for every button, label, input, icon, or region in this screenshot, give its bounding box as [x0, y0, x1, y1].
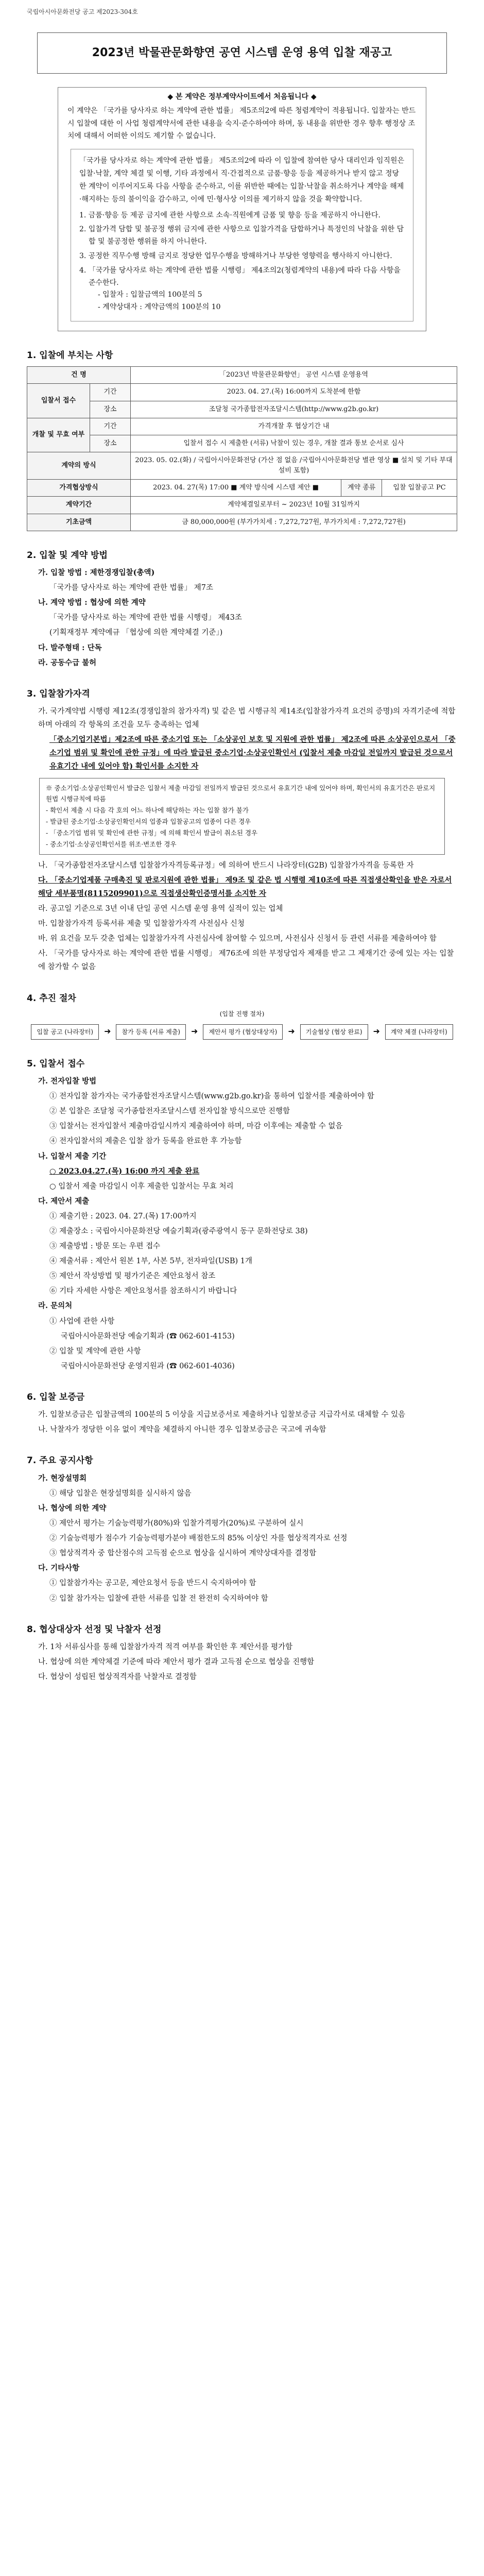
row-value: 「2023년 박물관문화향연」 공연 시스템 운영용역	[131, 367, 457, 384]
flow-step: 제안서 평가 (협상대상자)	[203, 1024, 283, 1040]
sec7-line: ② 입찰 참가자는 입찰에 관한 서류를 입찰 전 완전히 숙지하여야 함	[49, 1594, 268, 1603]
sec7-line: ① 입찰참가자는 공고문, 제안요청서 등을 반드시 숙지하여야 함	[49, 1579, 256, 1588]
section-2-title: 2. 입찰 및 계약 방법	[27, 550, 108, 561]
section-6-body	[27, 1408, 457, 1436]
integrity-item	[79, 265, 405, 314]
sec3-note: - 「중소기업 범위 및 확인에 관한 규정」에 의해 확인서 발급이 취소된 경우	[46, 829, 258, 837]
notice-number: 국립아시아문화전당 공고 제2023-304호	[27, 8, 138, 15]
flow-step: 계약 체결 (나라장터)	[385, 1024, 453, 1040]
flow-step: 기술협상 (협상 완료)	[300, 1024, 368, 1040]
integrity-pledge	[71, 149, 413, 321]
sec3-note: - 확인서 제출 시 다음 각 호의 어느 하나에 해당하는 자는 입찰 참가 불가	[46, 806, 249, 815]
row-sublabel: 계약 종류	[341, 480, 382, 497]
section-5-title: 5. 입찰서 접수	[27, 1058, 85, 1069]
sec2-line: 다. 발주형태 : 단독	[38, 643, 102, 652]
sec3-para: 다. 「중소기업제품 구매촉진 및 판로지원에 관한 법률」 제9조 및 같은 법 시행령 제10조에 따른 직접생산확인을 받은 자로서 해당 세부품명(8115209901)으로 직접생산확인증명서를 소지한 자	[38, 875, 452, 898]
sec2-line: (기획재정부 계약예규 「협상에 의한 계약체결 기준」)	[49, 629, 223, 637]
sec5-line: ① 전자입찰 참가자는 국가종합전자조달시스템(www.g2b.go.kr)을 통하여 입찰서를 제출하여야 함	[49, 1092, 374, 1101]
table-row	[27, 435, 457, 452]
sec7-line: 나. 협상에 의한 계약	[38, 1503, 107, 1513]
table-row	[27, 367, 457, 384]
integrity-item: 1. 금품·향응 등 제공 금지에 관한 사항으로 소속·직원에게 금품 및 향응 등을 제공하지 아니한다.	[79, 211, 381, 219]
section-3-title: 3. 입찰참가자격	[27, 688, 90, 699]
row-value: 가격개찰 후 협상기간 내	[131, 418, 457, 435]
bid-info-table	[27, 366, 457, 531]
sec3-para: 「중소기업기본법」제2조에 따른 중소기업 또는 「소상공인 보호 및 지원에 관한 법률」 제2조에 따른 소상공인으로서 「중소기업 범위 및 확인에 관한 규정」에 따라 발급된 중소기업·소상공인확인서 (입찰서 제출 마감일 전일까지 발급된 것으로서 유효기간 내에 있어야 함) 확인서를 소지한 자	[49, 735, 456, 771]
table-row	[27, 418, 457, 435]
sec8-line: 나. 협상에 의한 계약체결 기준에 따라 제안서 평가 결과 고득점 순으로 협상을 진행함	[38, 1658, 315, 1667]
page-title: 2023년 박물관문화향연 공연 시스템 운영 용역 입찰 재공고	[37, 32, 447, 74]
row-value: 입찰 입찰공고 PC	[382, 480, 457, 497]
table-row	[27, 497, 457, 514]
row-label: 가격협상방식	[27, 480, 131, 497]
section-8-body	[27, 1640, 457, 1684]
sec5-line: ④ 전자입찰서의 제출은 입찰 참가 등록을 완료한 후 가능함	[49, 1137, 242, 1146]
flow-step: 입찰 공고 (나라장터)	[31, 1024, 99, 1040]
sec3-note: - 발급된 중소기업·소상공인확인서의 업종과 입찰공고의 업종이 다른 경우	[46, 818, 251, 826]
section-2-body	[27, 566, 457, 670]
section-5-body	[27, 1075, 457, 1373]
row-label: 개찰 및 무효 여부	[27, 418, 90, 452]
sec5-line: ○ 2023.04.27.(목) 16:00 까지 제출 완료	[49, 1166, 200, 1176]
integrity-box	[58, 87, 426, 331]
row-sublabel: 장소	[90, 435, 131, 452]
integrity-box-header: ◆ 본 계약은 정부계약사이트에서 처음됩니다 ◆	[167, 92, 317, 101]
sec5-line: 국립아시아문화전당 예술기획과 (☎ 062-601-4153)	[61, 1332, 235, 1341]
table-row	[27, 480, 457, 497]
section-1-title: 1. 입찰에 부치는 사항	[27, 350, 113, 361]
sec5-line: 국립아시아문화전당 운영지원과 (☎ 062-601-4036)	[61, 1362, 235, 1370]
row-label: 건 명	[27, 367, 131, 384]
sec3-para: 나. 「국가종합전자조달시스템 입찰참가자격등록규정」에 의하여 반드시 나라장터(G2B) 입찰참가자격을 등록한 자	[38, 861, 414, 870]
row-value: 2023. 04. 27.(목) 16:00까지 도착분에 한함	[131, 384, 457, 401]
sec7-line: ② 기술능력평가 점수가 기술능력평가분야 배점한도의 85% 이상인 자를 협상적격자로 선정	[49, 1534, 348, 1543]
sec5-line: ④ 제출서류 : 제안서 원본 1부, 사본 5부, 전자파일(USB) 1개	[49, 1257, 253, 1266]
arrow-right-icon: ➜	[373, 1026, 380, 1037]
flow-step: 참가 등록 (서류 제출)	[116, 1024, 186, 1040]
row-sublabel: 기간	[90, 384, 131, 401]
arrow-right-icon: ➜	[104, 1026, 111, 1037]
table-row	[27, 452, 457, 480]
sec3-para: 사. 「국가를 당사자로 하는 계약에 관한 법률 시행령」 제76조에 의한 부정당업자 제재를 받고 그 제재기간 중에 있는 자는 입찰에 참가할 수 없음	[38, 950, 454, 972]
sec5-subtitle: 라. 문의처	[38, 1301, 73, 1311]
integrity-item-detail: - 계약상대자 : 계약금액의 100분의 10	[98, 303, 221, 312]
integrity-item: 2. 입찰가격 담합 및 불공정 행위 금지에 관한 사항으로 입찰가격을 담합하거나 특정인의 낙찰을 위한 담합 및 불공정한 행위를 하지 아니한다.	[79, 225, 404, 246]
sec5-subtitle: 다. 제안서 제출	[38, 1196, 90, 1206]
sec5-line: ⑤ 제안서 작성방법 및 평가기준은 제안요청서 참조	[49, 1272, 216, 1281]
row-value: 2023. 05. 02.(화) / 국립아시아문화전당 (가산 점 없음 /국립아시아문화전당 별관 영상 ■ 설치 및 기타 부대설비 포함)	[131, 452, 457, 480]
sec3-note: - 중소기업·소상공인확인서를 위조·변조한 경우	[46, 840, 177, 848]
row-label: 기초금액	[27, 514, 131, 531]
sec3-para: 가. 국가계약법 시행령 제12조(경쟁입찰의 참가자격) 및 같은 법 시행규칙 제14조(입찰참가자격 요건의 증명)의 자격기준에 적합하며 아래의 각 항목의 조건을 모두 충족하는 업체	[38, 707, 456, 730]
sec7-line: ① 해당 입찰은 현장설명회를 실시하지 않음	[49, 1489, 192, 1498]
sec3-para: 라. 공고일 기준으로 3년 이내 단일 공연 시스템 운영 용역 실적이 있는 업체	[38, 905, 283, 913]
sec8-line: 가. 1차 서류심사를 통해 입찰참가자격 적격 여부를 확인한 후 제안서를 평가함	[38, 1642, 293, 1651]
sec7-line: 다. 기타사항	[38, 1564, 80, 1573]
section-6-title: 6. 입찰 보증금	[27, 1392, 85, 1402]
sec5-line: ② 제출장소 : 국립아시아문화전당 예술기획과(광주광역시 동구 문화전당로 38)	[49, 1227, 308, 1235]
sec5-line: ○ 입찰서 제출 마감일시 이후 제출한 입찰서는 무효 처리	[49, 1182, 234, 1191]
arrow-right-icon: ➜	[288, 1026, 295, 1037]
section-3-body	[27, 705, 457, 974]
row-label: 계약기간	[27, 497, 131, 514]
section-7-body	[27, 1472, 457, 1605]
sec2-line: 「국가를 당사자로 하는 계약에 관한 법률」 제7조	[49, 584, 214, 592]
sec7-line: 가. 현장설명회	[38, 1473, 87, 1483]
sec2-line: 「국가를 당사자로 하는 계약에 관한 법률 시행령」 제43조	[49, 614, 242, 622]
row-value: 입찰서 접수 시 제출한 (서류) 낙찰이 있는 경우, 개찰 결과 통보 순서로 심사	[131, 435, 457, 452]
row-sublabel: 기간	[90, 418, 131, 435]
row-label: 입찰서 접수	[27, 384, 90, 418]
sec8-line: 다. 협상이 성립된 협상적격자를 낙찰자로 결정함	[38, 1673, 197, 1682]
sec7-line: ① 제안서 평가는 기술능력평가(80%)와 입찰가격평가(20%)로 구분하여 실시	[49, 1519, 304, 1528]
sec5-subtitle: 나. 입찰서 제출 기간	[38, 1151, 107, 1161]
sec5-line: ③ 제출방법 : 방문 또는 우편 접수	[49, 1242, 161, 1251]
integrity-item-text: 4. 「국가를 당사자로 하는 계약에 관한 법률 시행령」 제4조의2(청렴계약의 내용)에 따라 다음 사항을 준수한다.	[79, 266, 401, 287]
table-row	[27, 514, 457, 531]
flow-caption: (입찰 진행 절차)	[219, 1010, 265, 1018]
sec7-line: ③ 협상적격자 중 합산점수의 고득점 순으로 협상을 실시하여 계약상대자를 결정함	[49, 1549, 317, 1558]
sec6-line: 가. 입찰보증금은 입찰금액의 100분의 5 이상을 지급보증서로 제출하거나 입찰보증금 지급각서로 대체할 수 있음	[38, 1411, 406, 1419]
sec5-line: ① 사업에 관한 사항	[49, 1317, 115, 1326]
sec5-line: ③ 입찰서는 전자입찰서 제출마감일시까지 제출하여야 하며, 마감 이후에는 제출할 수 없음	[49, 1122, 343, 1131]
process-flow	[27, 1024, 457, 1040]
row-label: 계약의 방식	[27, 452, 131, 480]
section-8-title: 8. 협상대상자 선정 및 낙찰자 선정	[27, 1624, 162, 1635]
table-row	[27, 401, 457, 418]
sec5-line: ① 제출기한 : 2023. 04. 27.(목) 17:00까지	[49, 1212, 197, 1221]
sec5-subtitle: 가. 전자입찰 방법	[38, 1077, 97, 1086]
row-value: 금 80,000,000원 (부가가치세 : 7,272,727원, 부가가치세 : 7,272,727원)	[131, 514, 457, 531]
integrity-pledge-text: 「국가를 당사자로 하는 계약에 관한 법률」 제5조의2에 따라 이 입찰에 참여한 당사 대리인과 임직원은 입찰·낙찰, 계약 체결 및 이행, 기타 과정에서 직·간접적으로 금품·향응 등을 제공하거나 받지 않고 정당한 계약이 이루어지도록 다음 사항을 준수하고, 이를 위반한 때에는 입찰·낙찰을 취소하거나 계약을 해제·해지하는 등의 불이익을 감수하고, 이에 민·형사상 이의를 제기하지 않을 것을 확약합니다.	[79, 156, 405, 204]
integrity-item-detail: - 입찰자 : 입찰금액의 100분의 5	[98, 291, 202, 299]
sec6-line: 나. 낙찰자가 정당한 이유 없이 계약을 체결하지 아니한 경우 입찰보증금은 국고에 귀속함	[38, 1426, 326, 1434]
arrow-right-icon: ➜	[191, 1026, 198, 1037]
integrity-item: 3. 공정한 직무수행 방해 금지로 정당한 업무수행을 방해하거나 부당한 영향력을 행사하지 아니한다.	[79, 252, 392, 261]
integrity-intro: 이 계약은 「국가를 당사자로 하는 계약에 관한 법률」 제5조의2에 따른 청렴계약이 적용됩니다. 입찰자는 반드시 입찰에 대한 이 사업 청렴계약서에 관한 내용을 숙지·준수하여야 하며, 동 내용을 위반한 경우 향후 행정상 조치에 대해서 어떠한 이의도 제기할 수 없습니다.	[67, 107, 416, 141]
sec3-para: 바. 위 요건을 모두 갖춘 업체는 입찰참가자격 사전심사에 참여할 수 있으며, 사전심사 신청서 등 관련 서류를 제출하여야 함	[38, 935, 437, 943]
sec5-line: ② 본 입찰은 조달청 국가종합전자조달시스템 전자입찰 방식으로만 진행함	[49, 1107, 290, 1116]
sec5-line: ⑥ 기타 자세한 사항은 제안요청서를 참조하시기 바랍니다	[49, 1287, 237, 1296]
sec3-para: 마. 입찰참가자격 등록서류 제출 및 입찰참가자격 사전심사 신청	[38, 920, 245, 928]
integrity-list	[79, 210, 405, 314]
sec3-note-box	[39, 778, 445, 855]
section-4-title: 4. 추진 절차	[27, 993, 76, 1004]
row-value: 계약체결일로부터 ~ 2023년 10월 31일까지	[131, 497, 457, 514]
sec2-line: 가. 입찰 방법 : 제한경쟁입찰(총액)	[38, 568, 155, 578]
row-value: 2023. 04. 27(목) 17:00 ■ 계약 방식에 시스템 제안 ■	[131, 480, 341, 497]
sec2-line: 라. 공동수급 불허	[38, 658, 97, 667]
section-7-title: 7. 주요 공지사항	[27, 1455, 93, 1466]
sec3-note: ※ 중소기업·소상공인확인서 발급은 입찰서 제출 마감일 전일까지 발급된 것으로서 유효기간 내에 있어야 하며, 확인서의 유효기간은 판로지원법 시행규칙에 따름	[46, 784, 436, 803]
sec2-line: 나. 계약 방법 : 협상에 의한 계약	[38, 598, 146, 607]
row-sublabel: 장소	[90, 401, 131, 418]
sec5-line: ② 입찰 및 계약에 관한 사항	[49, 1347, 141, 1355]
row-value: 조달청 국가종합전자조달시스템(http://www.g2b.go.kr)	[131, 401, 457, 418]
table-row	[27, 384, 457, 401]
